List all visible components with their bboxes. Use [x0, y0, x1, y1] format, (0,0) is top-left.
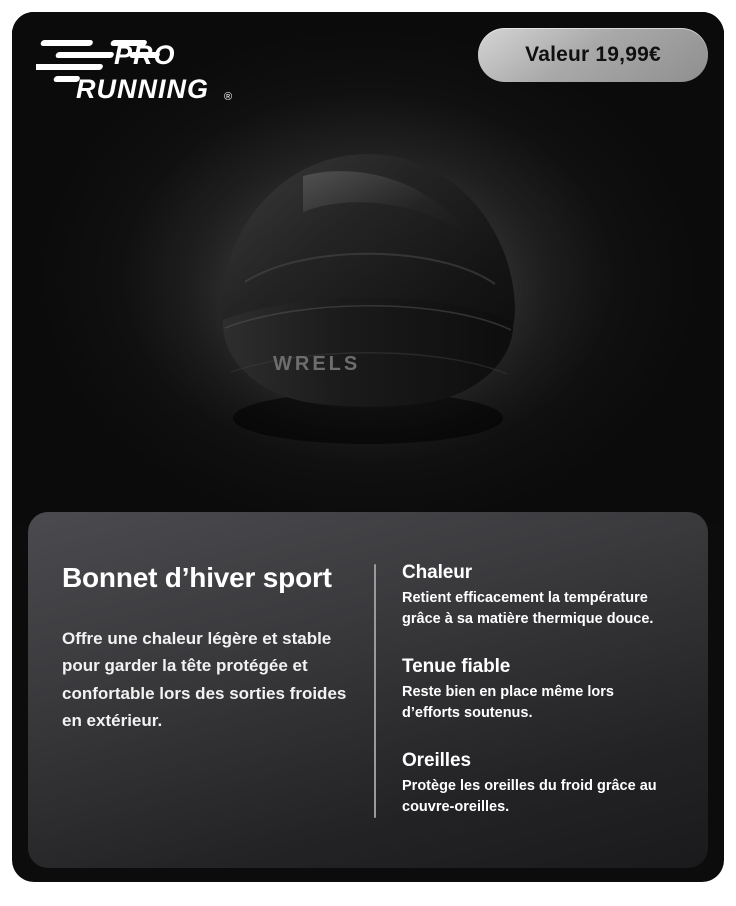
- feature-text: Retient efficacement la température grâce à sa matière thermique douce.: [402, 590, 654, 628]
- product-description: Offre une chaleur légère et stable pour garder la tête protégée et confortable lors des sorties froides en extérieur.: [62, 628, 347, 731]
- feature-title: Chaleur: [402, 562, 473, 583]
- beanie-illustration: [153, 132, 583, 462]
- product-card: [12, 12, 724, 882]
- feature-item: [402, 562, 674, 630]
- feature-title: Oreilles: [402, 750, 471, 772]
- brand-logo: [36, 30, 266, 114]
- panel-left-column: [62, 558, 374, 848]
- brand-line-1: PRO: [114, 40, 176, 70]
- vertical-divider: [374, 564, 376, 818]
- value-badge: [478, 28, 708, 82]
- value-badge-label: Valeur 19,99€: [525, 43, 661, 66]
- product-image: [12, 132, 724, 462]
- speed-lines-icon: [36, 30, 266, 114]
- trademark-symbol: ®: [224, 91, 233, 103]
- hero-section: [12, 12, 724, 524]
- feature-text: Reste bien en place même lors d’efforts soutenus.: [402, 684, 614, 722]
- beanie-brand-mark: WRELS: [273, 353, 361, 375]
- feature-item: [402, 750, 674, 818]
- product-title: Bonnet d’hiver sport: [62, 562, 332, 593]
- feature-item: [402, 656, 674, 724]
- brand-line-2: RUNNING: [76, 74, 209, 104]
- feature-text: Protège les oreilles du froid grâce au couvre-oreilles.: [402, 778, 657, 816]
- feature-title: Tenue fiable: [402, 656, 511, 678]
- feature-list: [402, 558, 674, 848]
- info-panel: [28, 512, 708, 868]
